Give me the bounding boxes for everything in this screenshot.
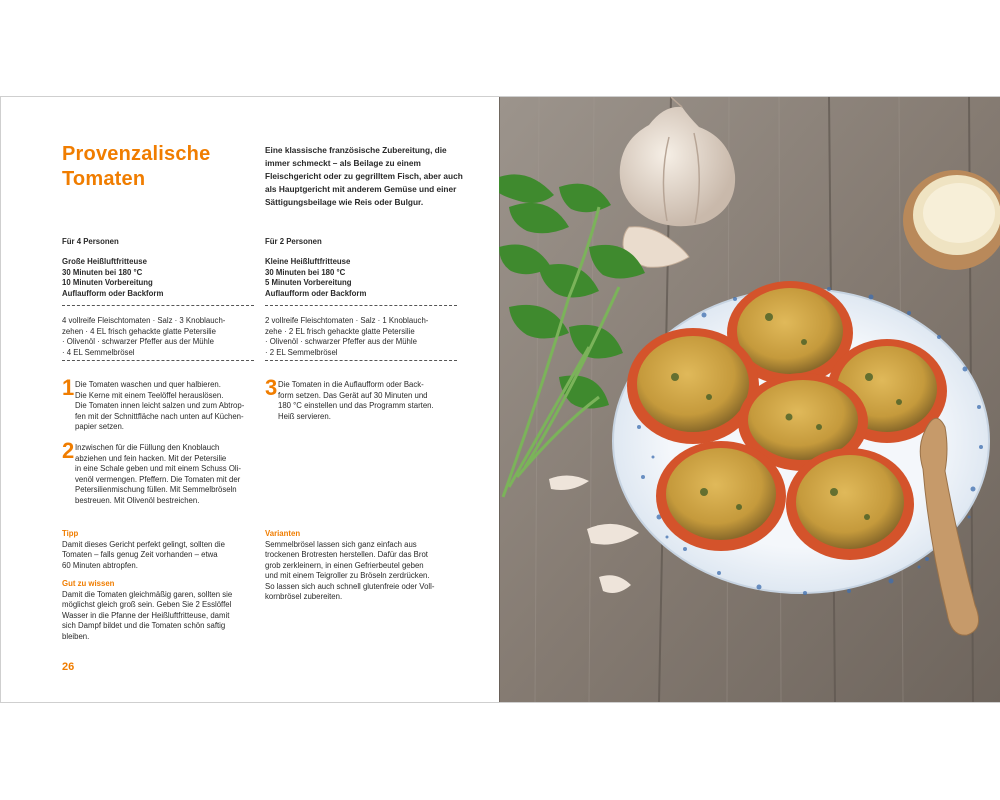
info-line: sich Dampf bildet und die Tomaten schön saftig [62,621,226,630]
step-line: 180 °C einstellen und das Programm starten. [278,401,434,410]
ingredient-line: · Olivenöl · schwarzer Pfeffer aus der Mühle [62,337,214,346]
recipe-title: Provenzalische Tomaten [62,143,211,190]
ingredient-line: · 4 EL Semmelbrösel [62,347,135,357]
step-line: in eine Schale geben und mit einem Schuss Oli- [75,464,241,473]
tipp-heading: Tipp [62,529,79,538]
ingredient-line: · 2 EL Semmelbrösel [265,347,338,357]
varianten-box [265,529,460,603]
device-line: 30 Minuten bei 180 °C [62,267,143,277]
variant-line: grob zerkleinern, in einen Gefrierbeutel geben [265,560,424,570]
device-info-large [62,257,257,299]
device-line: Auflaufform oder Backform [62,288,164,298]
info-line: Damit die Tomaten gleichmäßig garen, sollten sie [62,589,233,599]
step-number: 3 [265,375,278,400]
ingredient-line: zehe · 2 EL frisch gehackte glatte Petersilie [265,326,415,336]
variant-line: trockenen Brotresten herstellen. Dafür das Brot [265,550,428,559]
food-photo [499,97,1000,702]
device-info-small [265,257,460,299]
recipe-intro: Eine klassische französische Zubereitung, die immer schmeckt – als Beilage zu einem Fleischgericht oder zu gegrilltem Fisch, aber auch als Hauptgericht mit anderem Gemüse und einer Sättigungsbeilage wie Reis oder Bulgur. [265,145,463,207]
ingredient-line: 2 vollreife Fleischtomaten · Salz · 1 Knoblauch- [265,316,429,325]
ingredients-small [265,316,460,358]
step-line: fen mit der Schnittfläche nach unten auf Küchen- [75,411,244,421]
info-line: Wasser in die Pfanne der Heißluftfritteuse, damit [62,610,230,620]
ingredient-line: · Olivenöl · schwarzer Pfeffer aus der Mühle [265,337,417,346]
divider [62,360,254,361]
food-photo-illustration [499,97,1000,702]
device-line: Kleine Heißluftfritteuse [265,257,351,266]
step-line: Die Tomaten in die Auflaufform oder Back- [278,380,424,389]
step-line: Inzwischen für die Füllung den Knoblauch [75,443,220,452]
device-line: 10 Minuten Vorbereitung [62,278,153,287]
step-line: Die Kerne mit einem Teelöffel herauslösen. [75,390,224,400]
variant-line: und mit einem Teigroller zu Bröseln zerdrücken. [265,571,430,580]
step-text [75,443,241,506]
step-line: Petersilienmischung füllen. Mit Semmelbröseln [75,485,237,494]
step-number: 2 [62,438,75,463]
tipp-line: 60 Minuten abtropfen. [62,560,138,570]
ingredient-line: 4 vollreife Fleischtomaten · Salz · 3 Knoblauch- [62,316,226,325]
device-line: 30 Minuten bei 180 °C [265,267,346,277]
device-line: Große Heißluftfritteuse [62,257,147,266]
serves-large: Für 4 Personen [62,237,119,246]
step-text [278,380,434,422]
variant-line: Semmelbrösel lassen sich ganz einfach aus [265,539,417,549]
divider [265,360,457,361]
page-number: 26 [62,661,75,673]
device-line: Auflaufform oder Backform [265,288,367,298]
step-line: papier setzen. [75,422,124,431]
device-line: 5 Minuten Vorbereitung [265,278,352,287]
recipe-page [0,97,499,702]
divider [62,305,254,306]
ingredient-line: zehen · 4 EL frisch gehackte glatte Petersilie [62,326,216,336]
varianten-heading: Varianten [265,529,301,538]
gut-zu-wissen-heading: Gut zu wissen [62,579,115,588]
info-line: möglichst gleich groß sein. Geben Sie 2 Esslöffel [62,600,232,609]
book-spread [0,96,1000,703]
tipp-line: Damit dieses Gericht perfekt gelingt, sollten die [62,539,225,549]
step-line: form setzen. Das Gerät auf 30 Minuten und [278,390,428,400]
step-number: 1 [62,375,75,400]
step-line: Die Tomaten waschen und quer halbieren. [75,380,221,389]
step-line: bestreuen. Mit Olivenöl bestreichen. [75,495,200,505]
info-line: bleiben. [62,631,90,641]
variant-line: So lassen sich auch schnell glutenfreie oder Voll- [265,581,435,591]
divider [265,305,457,306]
step-line: Die Tomaten innen leicht salzen und zum Abtrop- [75,401,245,410]
step-line: abziehen und fein hacken. Mit der Petersilie [75,453,227,463]
step-text [75,380,244,433]
step-line: Heiß servieren. [278,411,331,421]
ingredients-large [62,316,257,358]
variant-line: kornbrösel zubereiten. [265,592,343,601]
tipp-box [62,529,257,571]
step-line: venöl vermengen. Pfeffern. Die Tomaten mit der [75,474,241,484]
tipp-line: Tomaten – falls genug Zeit vorhanden – etwa [62,550,218,559]
serves-small: Für 2 Personen [265,237,322,246]
gut-zu-wissen-box [62,579,257,642]
